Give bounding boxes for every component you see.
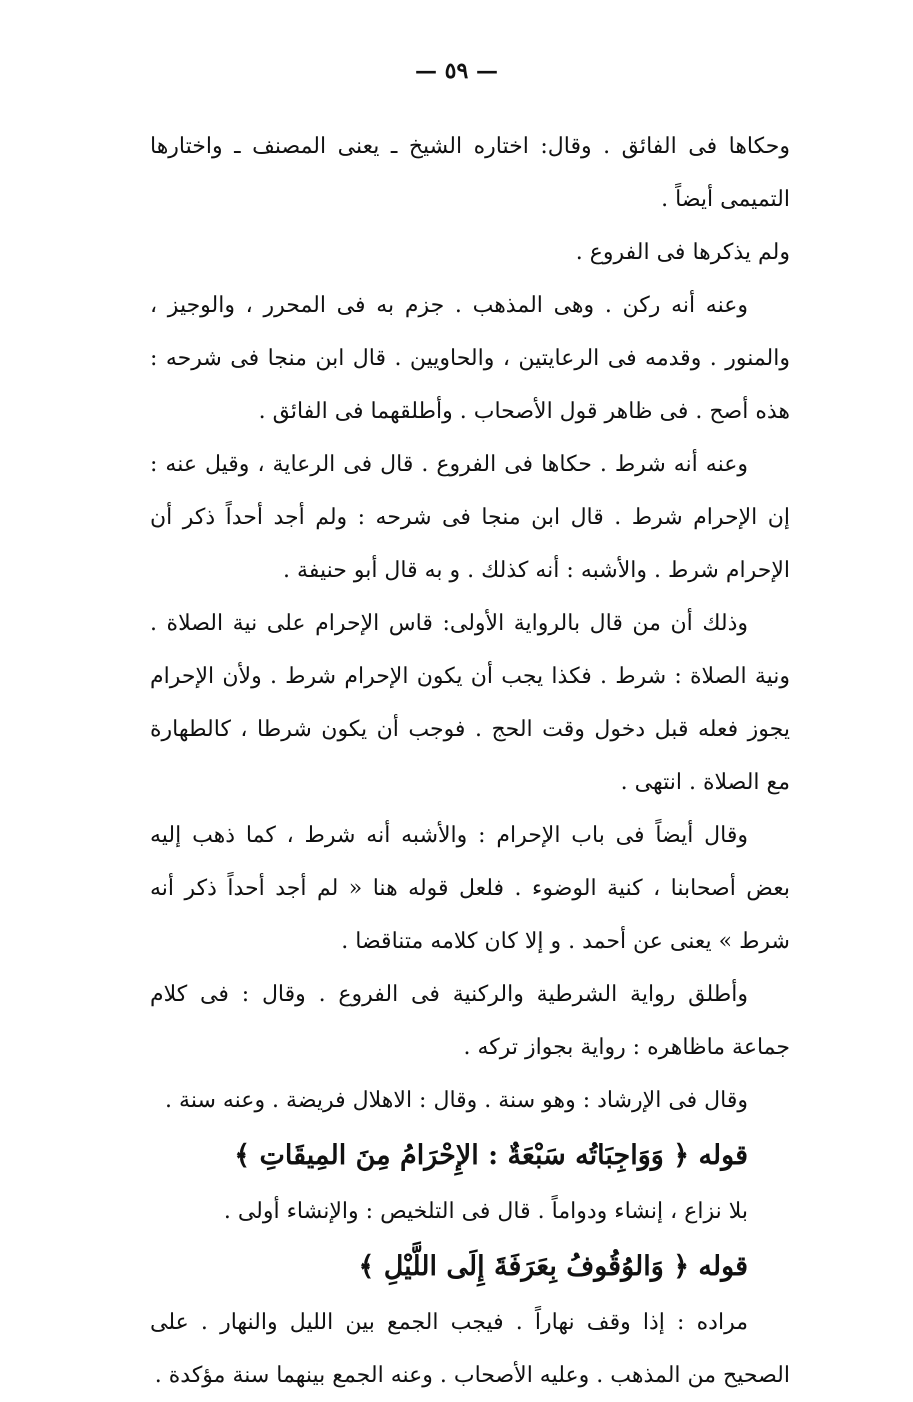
paragraph: بلا نزاع ، إنشاء ودواماً . قال فى التلخيص : والإنشاء أولى .: [223, 1199, 748, 1224]
page-number: — ٥٩ —: [415, 58, 498, 84]
paragraph: مراده : إذا وقف نهاراً . فيجب الجمع بين الليل والنهار . على الصحيح من المذهب . وعليه الأصحاب . وعنه الجمع بينهما سنة مؤكدة .: [150, 1310, 790, 1388]
paragraph: وذلك أن من قال بالرواية الأولى: قاس الإحرام على نية الصلاة . ونية الصلاة : شرط . فكذا يجب أن يكون الإحرام شرط . ولأن الإحرام يجوز فعله قبل دخول وقت الحج . فوجب أن يكون شرطا ، كالطهارة مع الصلاة . انتهى .: [150, 611, 790, 795]
paragraph: وقال فى الإرشاد : وهو سنة . وقال : الاهلال فريضة . وعنه سنة .: [165, 1088, 748, 1113]
paragraph: وقال أيضاً فى باب الإحرام : والأشبه أنه شرط ، كما ذهب إليه بعض أصحابنا ، كنية الوضوء . فلعل قوله هنا « لم أجد أحداً ذكر أنه شرط » يعنى عن أحمد . و إلا كان كلامه متناقضا .: [150, 823, 790, 954]
quoted-heading: قوله ﴿ وَالوُقُوفُ بِعَرَفَةَ إِلَى اللَّيْلِ ﴾: [358, 1251, 748, 1282]
body-text: [150, 120, 790, 1402]
paragraph: وحكاها فى الفائق . وقال: اختاره الشيخ ـ يعنى المصنف ـ واختارها التميمى أيضاً . ولم يذكرها فى الفروع .: [150, 134, 790, 265]
paragraph: وأطلق رواية الشرطية والركنية فى الفروع . وقال : فى كلام جماعة ماظاهره : رواية بجواز تركه .: [150, 982, 790, 1060]
paragraph: وعنه أنه ركن . وهى المذهب . جزم به فى المحرر ، والوجيز ، والمنور . وقدمه فى الرعايتين ، والحاويين . قال ابن منجا فى شرحه : هذه أصح . فى ظاهر قول الأصحاب . وأطلقهما فى الفائق .: [150, 293, 790, 424]
quoted-heading: قوله ﴿ وَوَاجِبَاتُه سَبْعَةٌ : الإِحْرَامُ مِنَ المِيقَاتِ ﴾: [234, 1140, 748, 1171]
paragraph: وعنه أنه شرط . حكاها فى الفروع . قال فى الرعاية ، وقيل عنه : إن الإحرام شرط . قال ابن منجا فى شرحه : ولم أجد أحداً ذكر أن الإحرام شرط . والأشبه : أنه كذلك . و به قال أبو حنيفة .: [150, 452, 790, 583]
